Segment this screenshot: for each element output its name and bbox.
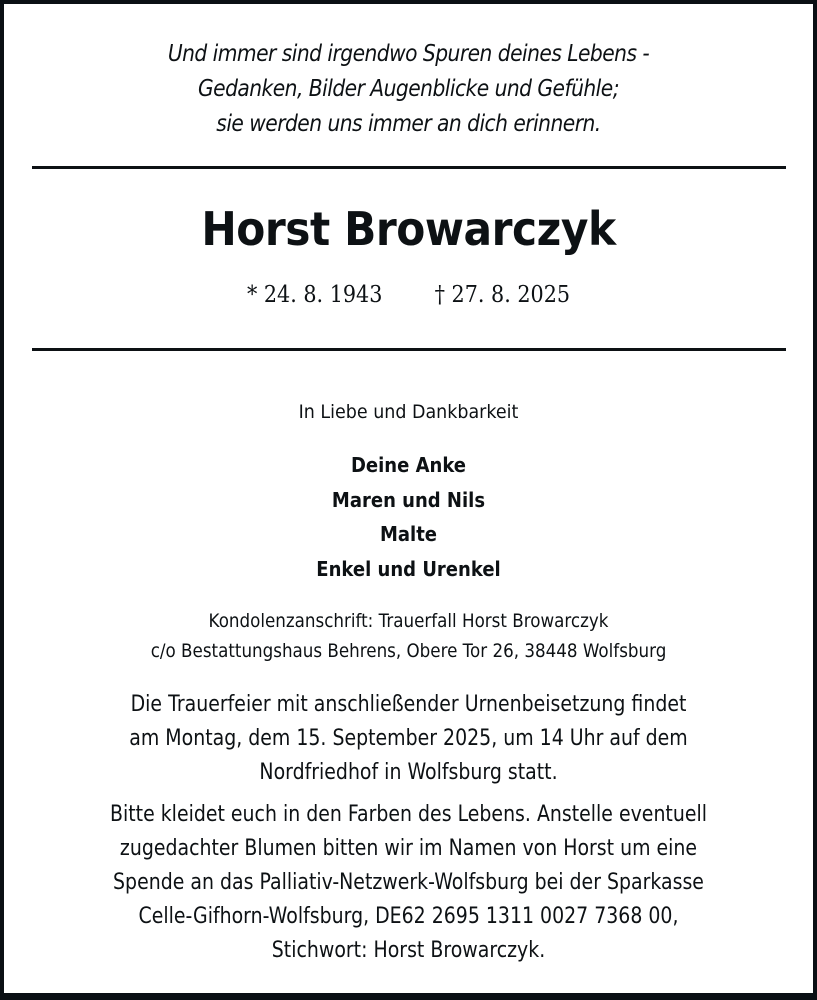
- memorial-quote: [53, 37, 765, 142]
- quote-line: sie werden uns immer an dich erinnern.: [216, 111, 601, 137]
- ceremony-info: [61, 688, 757, 790]
- obituary-notice: [4, 4, 813, 993]
- ceremony-line: Nordfriedhof in Wolfsburg statt.: [259, 760, 558, 785]
- quote-line: Und immer sind irgendwo Spuren deines Lebens -: [167, 41, 650, 67]
- birth-date: * 24. 8. 1943: [246, 282, 383, 308]
- deceased-name: Horst Browarczyk: [201, 202, 616, 256]
- divider-bottom: [32, 348, 786, 351]
- divider-top: [32, 166, 786, 169]
- mourner-name: Malte: [379, 522, 438, 546]
- donation-request: [61, 798, 757, 968]
- mourners-list: [44, 448, 772, 586]
- address-line: c/o Bestattungshaus Behrens, Obere Tor 26, 38448 Wolfsburg: [150, 640, 667, 662]
- donation-line: Bitte kleidet euch in den Farben des Lebens. Anstelle eventuell: [109, 802, 708, 827]
- mourner-name: Enkel und Urenkel: [316, 556, 501, 581]
- address-line: Kondolenzanschrift: Trauerfall Horst Browarczyk: [208, 610, 609, 632]
- donation-line: zugedachter Blumen bitten wir im Namen von Horst um eine: [119, 836, 698, 861]
- mourners-intro: In Liebe und Dankbarkeit: [298, 401, 519, 423]
- ceremony-line: am Montag, dem 15. September 2025, um 14 Uhr auf dem: [129, 726, 688, 751]
- quote-line: Gedanken, Bilder Augenblicke und Gefühle;: [197, 76, 619, 102]
- death-date: † 27. 8. 2025: [434, 282, 571, 308]
- condolence-address: [53, 606, 765, 666]
- mourner-name: Maren und Nils: [331, 487, 486, 512]
- ceremony-line: Die Trauerfeier mit anschließender Urnenbeisetzung findet: [130, 692, 687, 717]
- life-dates: [44, 280, 772, 310]
- donation-line: Spende an das Palliativ-Netzwerk-Wolfsburg bei der Sparkasse: [113, 870, 704, 895]
- donation-line: Stichwort: Horst Browarczyk.: [271, 938, 546, 963]
- donation-line: Celle-Gifhorn-Wolfsburg, DE62 2695 1311 0027 7368 00,: [138, 904, 679, 929]
- mourner-name: Deine Anke: [350, 453, 467, 477]
